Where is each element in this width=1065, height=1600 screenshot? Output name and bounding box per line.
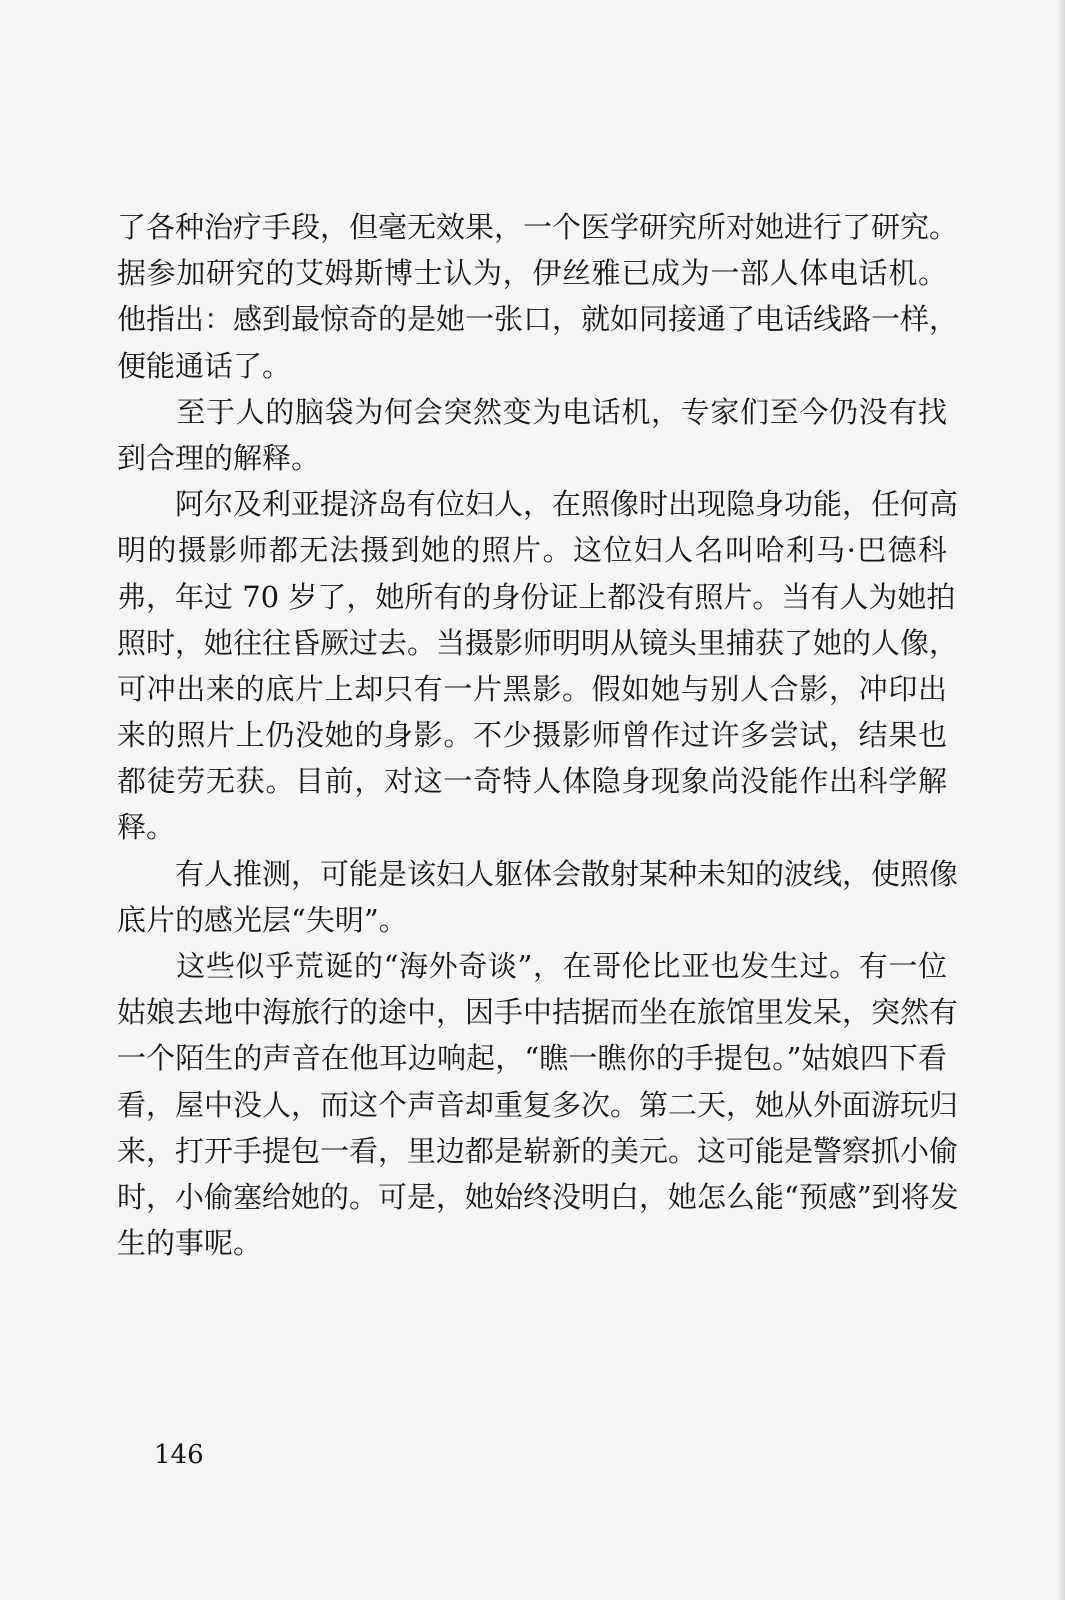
text-line: 照时，她往往昏厥过去。当摄影师明明从镜头里捕获了她的人像，: [117, 625, 959, 660]
text-line: 到合理的解释。: [117, 440, 321, 475]
text-line: 可冲出来的底片上却只有一片黑影。假如她与别人合影，冲印出: [117, 671, 947, 706]
text-line: 一个陌生的声音在他耳边响起，“瞧一瞧你的手提包。”姑娘四下看: [117, 1041, 947, 1076]
text-line: 姑娘去地中海旅行的途中，因手中拮据而坐在旅馆里发呆，突然有: [117, 995, 959, 1030]
text-line: 有人推测，可能是该妇人躯体会散射某种未知的波线，使照像: [117, 856, 959, 891]
text-line: 底片的感光层“失明”。: [117, 902, 408, 937]
text-line: 时，小偷塞给她的。可是，她始终没明白，她怎么能“预感”到将发: [117, 1179, 959, 1214]
body-text: [117, 204, 959, 1266]
text-line: 了各种治疗手段，但毫无效果，一个医学研究所对她进行了研究。: [117, 210, 959, 244]
text-line: 来，打开手提包一看，里边都是崭新的美元。这可能是警察抓小偷: [117, 1133, 959, 1168]
page-edge-shadow: [1057, 0, 1065, 1600]
text-line: 这些似乎荒诞的“海外奇谈”，在哥伦比亚也发生过。有一位: [117, 949, 947, 983]
text-line: 他指出：感到最惊奇的是她一张口，就如同接通了电话线路一样，: [117, 302, 959, 337]
text-line: 据参加研究的艾姆斯博士认为，伊丝雅已成为一部人体电话机。: [117, 256, 947, 291]
page-number: 146: [154, 1440, 204, 1470]
text-line: 阿尔及利亚提济岛有位妇人，在照像时出现隐身功能，任何高: [117, 487, 959, 522]
text-line: 来的照片上仍没她的身影。不少摄影师曾作过许多尝试，结果也: [117, 718, 947, 753]
text-line: 明的摄影师都无法摄到她的照片。这位妇人名叫哈利马·巴德科: [117, 533, 947, 568]
text-line: 都徒劳无获。目前，对这一奇特人体隐身现象尚没能作出科学解: [117, 764, 947, 799]
text-line: 看，屋中没人，而这个声音却重复多次。第二天，她从外面游玩归: [117, 1087, 959, 1122]
text-line: 便能通话了。: [117, 348, 292, 383]
text-line: 至于人的脑袋为何会突然变为电话机，专家们至今仍没有找: [117, 394, 947, 429]
text-line: 生的事呢。: [117, 1226, 263, 1261]
text-line: 弗，年过 70 岁了，她所有的身份证上都没有照片。当有人为她拍: [117, 579, 956, 614]
text-line: 释。: [117, 810, 176, 845]
